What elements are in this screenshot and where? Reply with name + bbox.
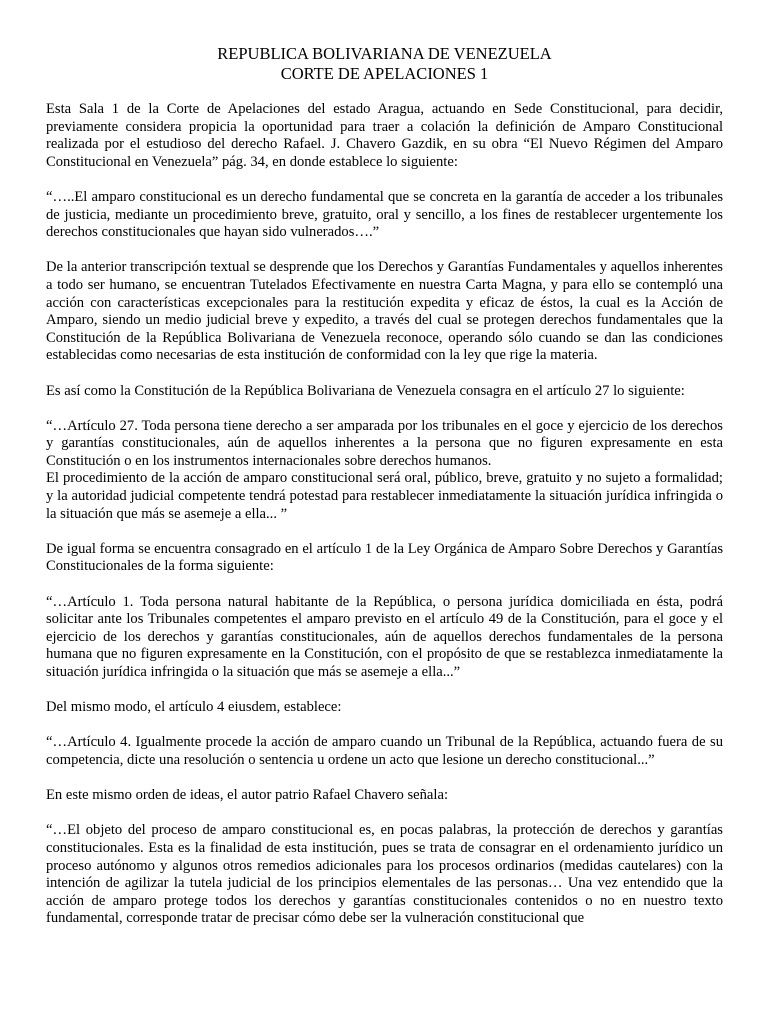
document-header xyxy=(46,44,723,84)
paragraph-article-4-intro: Del mismo modo, el artículo 4 eiusdem, establece: xyxy=(46,699,342,716)
paragraph-article-27-procedure: El procedimiento de la acción de amparo constitucional será oral, público, breve, gratuito y no sujeto a formalidad; y la autoridad judicial competente tendrá potestad para restablecer inmediatamente la situación jurídica infringida o la situación que más se asemeje a ella... ” xyxy=(46,470,723,522)
document-page xyxy=(46,44,723,928)
header-country: REPUBLICA BOLIVARIANA DE VENEZUELA xyxy=(217,44,552,63)
paragraph-intro: Esta Sala 1 de la Corte de Apelaciones del estado Aragua, actuando en Sede Constitucional, para decidir, previamente considera propicia la oportunidad para traer a colación la definición de Amparo Constitucional realizada por el estudioso del derecho Rafael. J. Chavero Gazdik, en su obra “El Nuevo Régimen del Amparo Constitucional en Venezuela” pág. 34, en donde establece lo siguiente: xyxy=(46,101,723,170)
paragraph-chavero-quote: “…El objeto del proceso de amparo constitucional es, en pocas palabras, la protección de derechos y garantías constitucionales. Esta es la finalidad de esta institución, pues se trata de consagrar en el ordenamiento jurídico un proceso autónomo y algunos otros remedios adicionales para los procesos ordinarios (medidas cautelares) con la intención de agilizar la tutela judicial de los principios elementales de las personas… Una vez entendido que la acción de amparo protege todos los derechos y garantías constitucionales contenidos o no en nuestro texto fundamental, corresponde tratar de precisar cómo debe ser la vulneración constitucional que xyxy=(46,822,723,927)
paragraph-analysis: De la anterior transcripción textual se desprende que los Derechos y Garantías Fundamentales y aquellos inherentes a todo ser humano, se encuentran Tutelados Efectivamente en nuestra Carta Magna, y para ello se contempló una acción con características excepcionales para la restitución expedita y eficaz de éstos, la cual es la Acción de Amparo, siendo un medio judicial breve y expedito, a través del cual se protegen derechos fundamentales que la Constitución de la República Bolivariana de Venezuela reconoce, operando sólo cuando se dan las condiciones establecidas como necesarias de esta institución de conformidad con la ley que rige la materia. xyxy=(46,259,723,364)
paragraph-article-27-quote: “…Artículo 27. Toda persona tiene derecho a ser amparada por los tribunales en el goce y ejercicio de los derechos y garantías constitucionales, aún de aquellos inherentes a la persona que no figuren expresamente en esta Constitución o en los instrumentos internacionales sobre derechos humanos. xyxy=(46,417,723,469)
paragraph-article-4-quote: “…Artículo 4. Igualmente procede la acción de amparo cuando un Tribunal de la República, actuando fuera de su competencia, dicte una resolución o sentencia u ordene un acto que lesione un derecho constitucional...” xyxy=(46,734,723,768)
paragraph-quote-chavero: “…..El amparo constitucional es un derecho fundamental que se concreta en la garantía de acceder a los tribunales de justicia, mediante un procedimiento breve, gratuito, oral y sencillo, a los fines de restablecer urgentemente los derechos constitucionales que hayan sido vulnerados….” xyxy=(46,188,723,241)
paragraph-article-1-quote: “…Artículo 1. Toda persona natural habitante de la República, o persona jurídica domiciliada en ésta, podrá solicitar ante los Tribunales competentes el amparo previsto en el artículo 49 de la Constitución, para el goce y el ejercicio de los derechos y garantías constitucionales, aún de aquellos derechos fundamentales de la persona humana que no figuren expresamente en la Constitución, con el propósito de que se restablezca inmediatamente la situación jurídica infringida o la situación que más se asemeje a ella...” xyxy=(46,593,723,680)
paragraph-article-27-intro: Es así como la Constitución de la República Bolivariana de Venezuela consagra en el artículo 27 lo siguiente: xyxy=(46,382,685,399)
paragraph-article-1-intro: De igual forma se encuentra consagrado en el artículo 1 de la Ley Orgánica de Amparo Sobre Derechos y Garantías Constitucionales de la forma siguiente: xyxy=(46,540,723,575)
header-court: CORTE DE APELACIONES 1 xyxy=(280,64,489,83)
paragraph-chavero-intro: En este mismo orden de ideas, el autor patrio Rafael Chavero señala: xyxy=(46,787,448,804)
